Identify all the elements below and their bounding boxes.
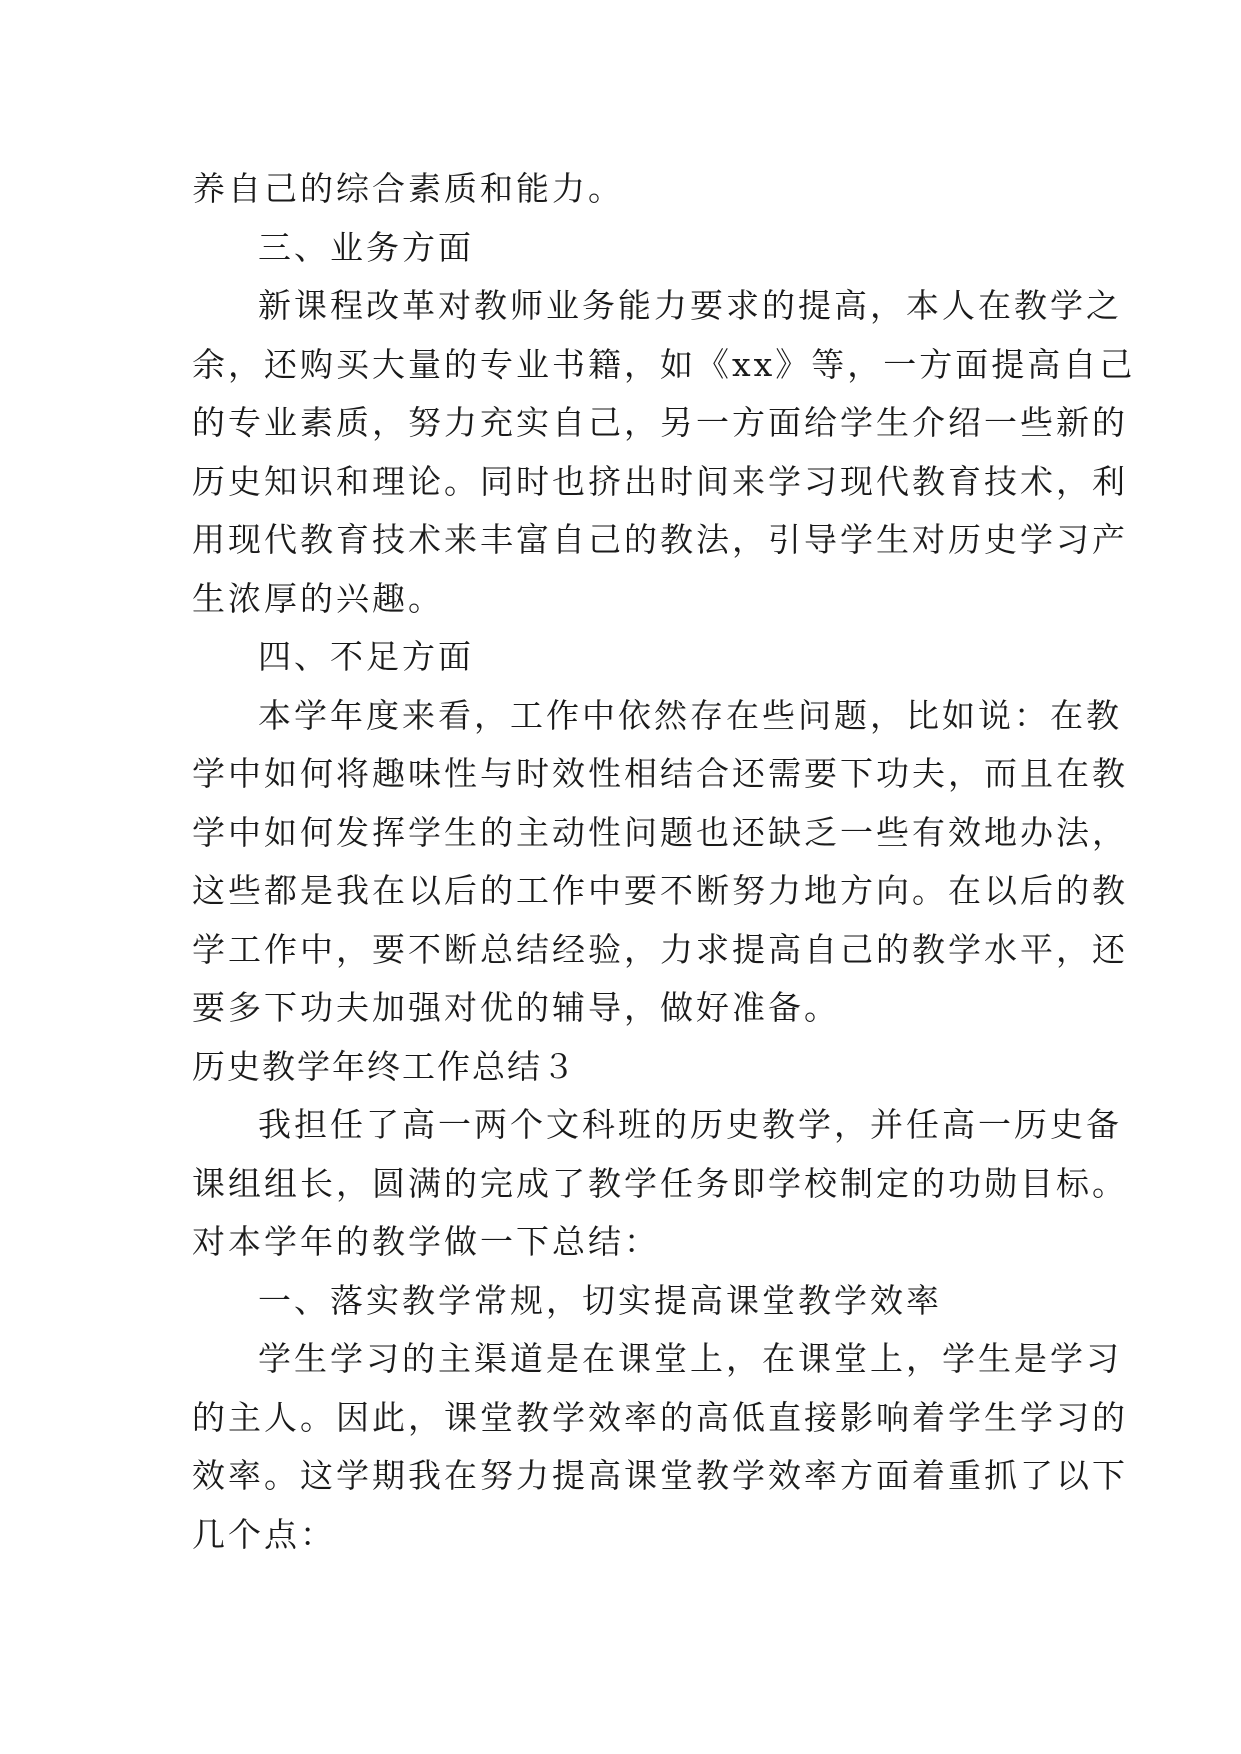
section-heading-business: 三、业务方面 <box>258 227 474 267</box>
document-title-3: 历史教学年终工作总结３ <box>192 1046 577 1086</box>
text-line: 对本学年的教学做一下总结： <box>192 1222 660 1261</box>
text-line: 几个点： <box>192 1514 336 1554</box>
text-line: 历史知识和理论。同时也挤出时间来学习现代教育技术，利 <box>192 461 1128 501</box>
text-line: 用现代教育技术来丰富自己的教法，引导学生对历史学习产 <box>192 520 1128 559</box>
text-line: 这些都是我在以后的工作中要不断努力地方向。在以后的教 <box>192 871 1128 910</box>
section-heading-teaching-routine: 一、落实教学常规，切实提高课堂教学效率 <box>258 1280 942 1320</box>
text-line: 本学年度来看，工作中依然存在些问题，比如说：在教 <box>258 695 1122 735</box>
text-line: 课组组长，圆满的完成了教学任务即学校制定的功勋目标。 <box>192 1163 1128 1203</box>
document-body <box>192 160 1136 1564</box>
text-line: 的主人。因此，课堂教学效率的高低直接影响着学生学习的 <box>192 1397 1128 1437</box>
text-line: 效率。这学期我在努力提高课堂教学效率方面着重抓了以下 <box>192 1456 1128 1495</box>
text-line: 的专业素质，努力充实自己，另一方面给学生介绍一些新的 <box>192 403 1128 442</box>
text-line: 学中如何将趣味性与时效性相结合还需要下功夫，而且在教 <box>192 754 1128 793</box>
text-line: 学中如何发挥学生的主动性问题也还缺乏一些有效地办法， <box>192 812 1128 852</box>
text-line: 余，还购买大量的专业书籍，如《xx》等，一方面提高自己 <box>192 344 1136 384</box>
text-line: 新课程改革对教师业务能力要求的提高，本人在教学之 <box>258 286 1122 325</box>
text-line: 学生学习的主渠道是在课堂上，在课堂上，学生是学习 <box>258 1339 1122 1378</box>
text-line: 要多下功夫加强对优的辅导，做好准备。 <box>192 988 840 1027</box>
text-line: 我担任了高一两个文科班的历史教学，并任高一历史备 <box>258 1105 1122 1144</box>
text-line: 学工作中，要不断总结经验，力求提高自己的教学水平，还 <box>192 929 1128 969</box>
section-heading-shortcomings: 四、不足方面 <box>258 637 474 676</box>
text-line: 养自己的综合素质和能力。 <box>192 169 624 208</box>
text-line: 生浓厚的兴趣。 <box>192 578 444 618</box>
